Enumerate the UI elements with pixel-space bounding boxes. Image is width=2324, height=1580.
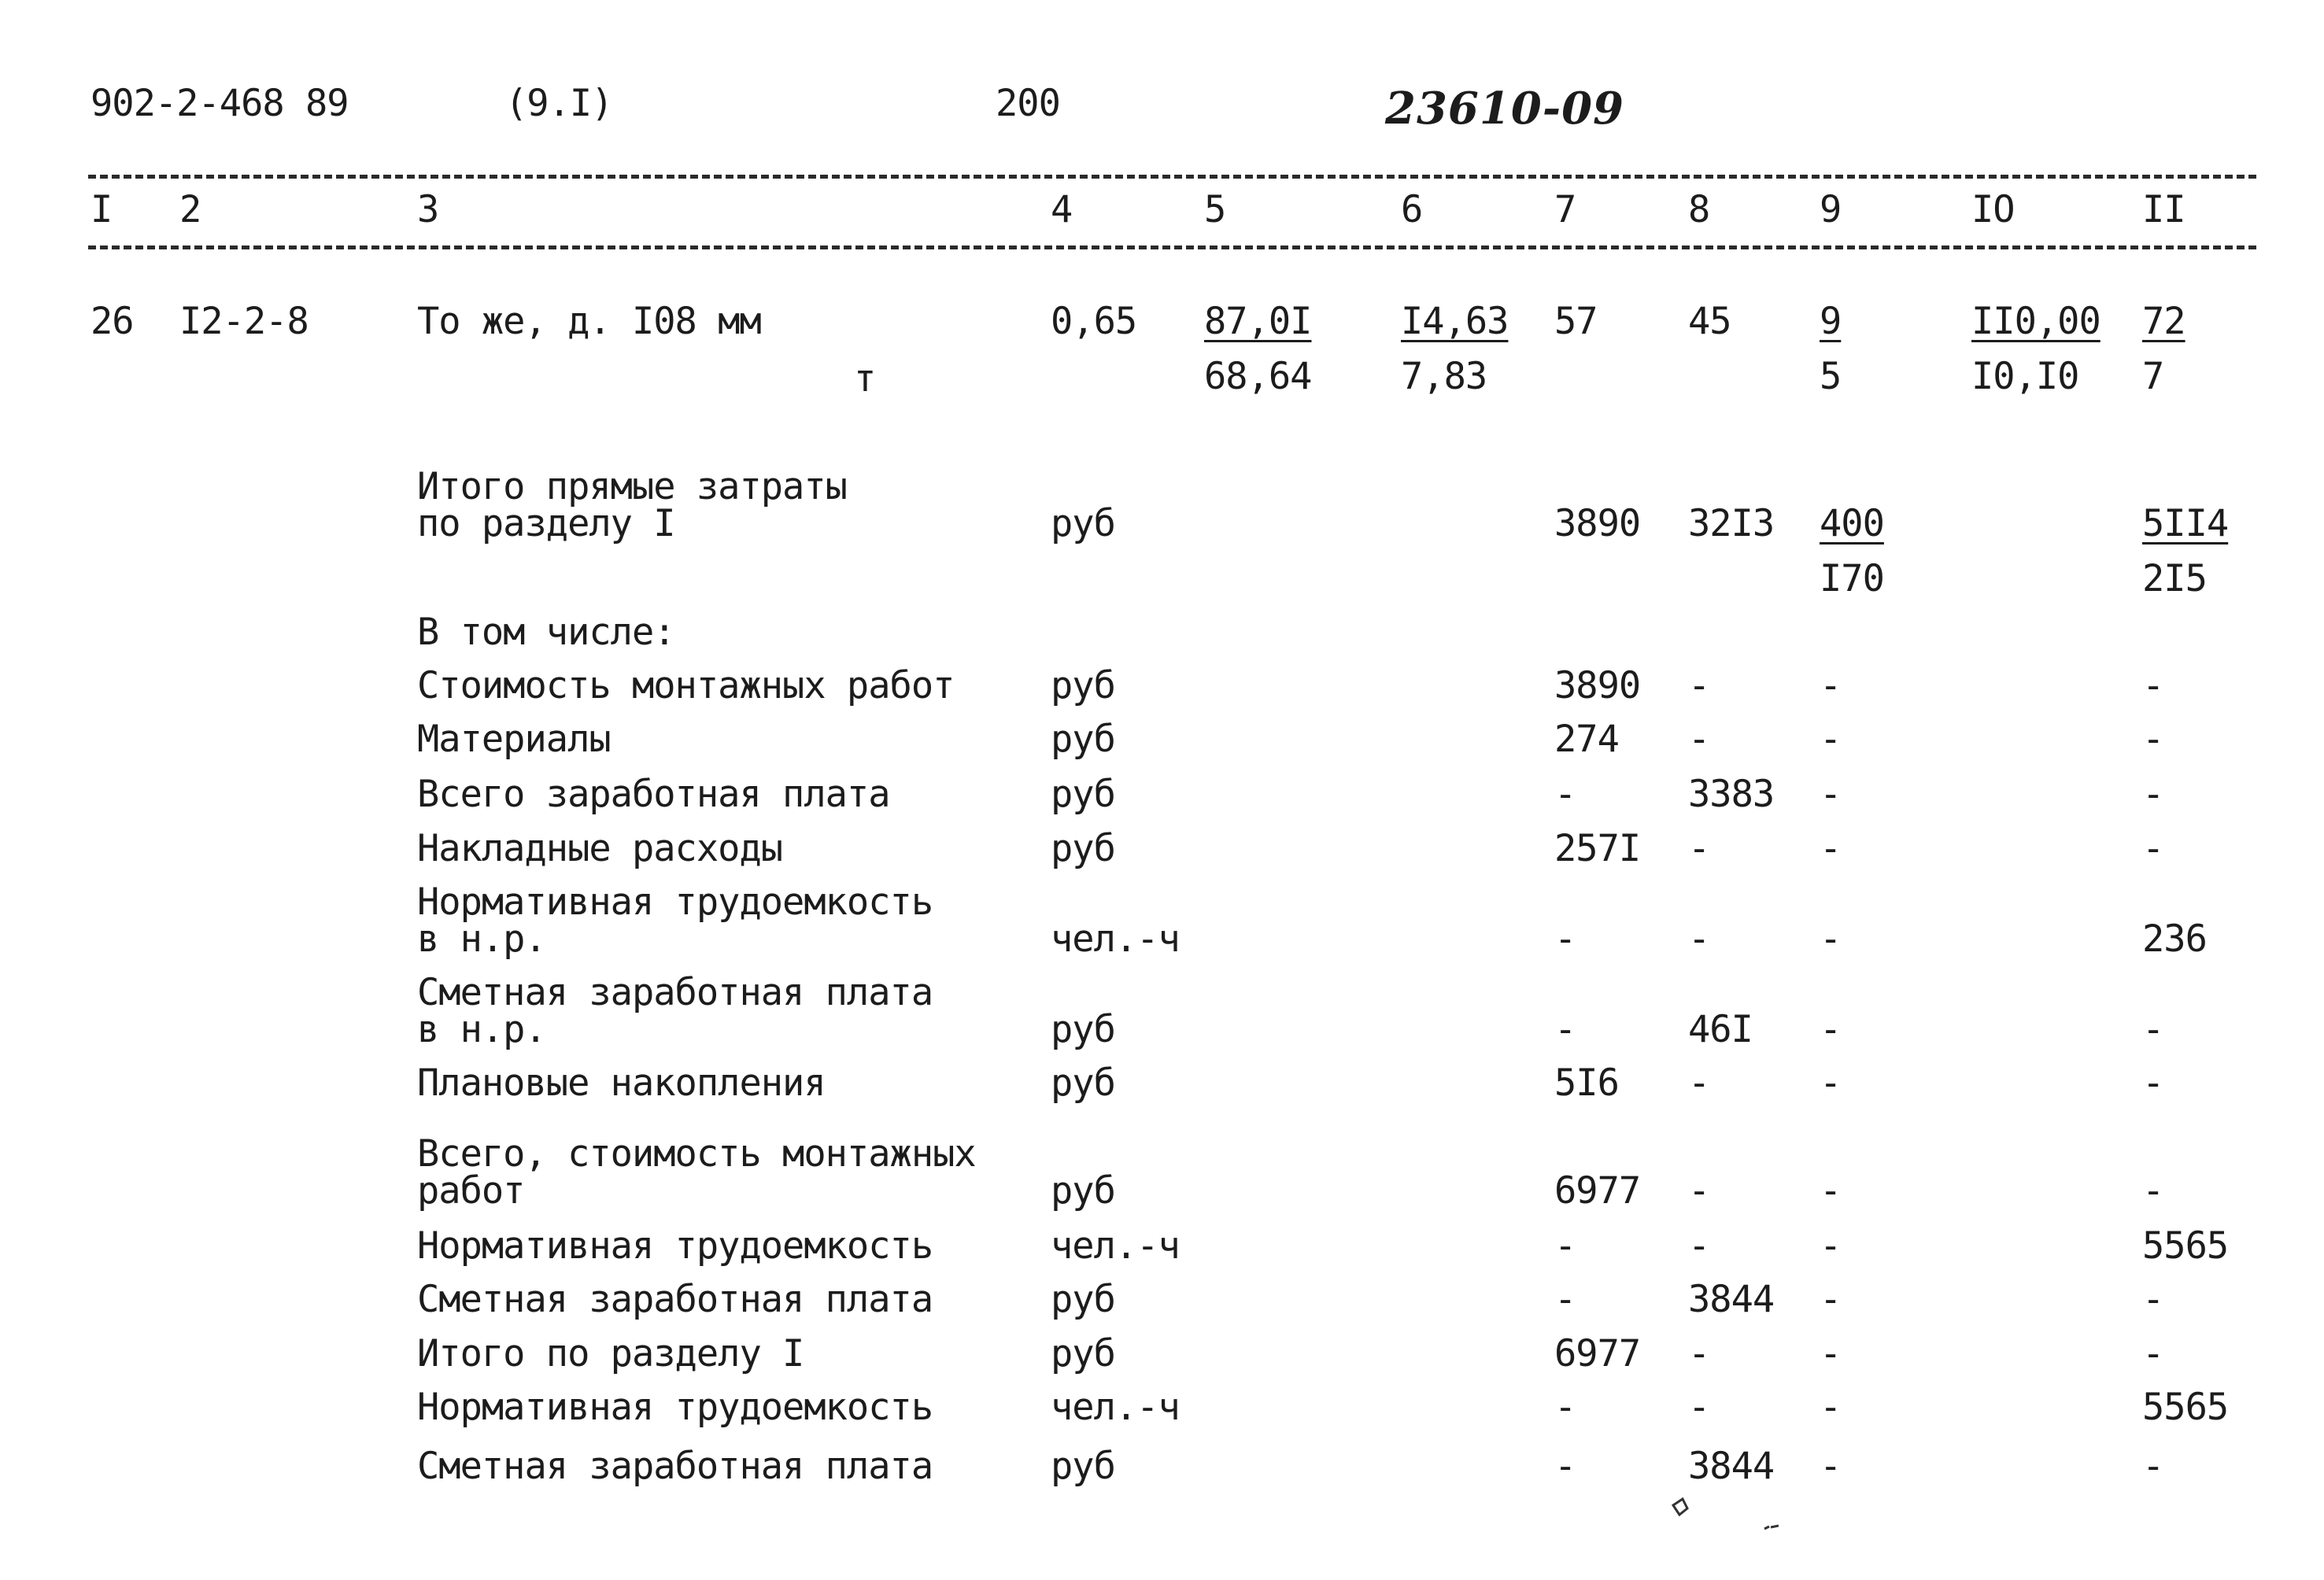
- row-col7: 3890: [1554, 664, 1641, 707]
- row-number: 26: [91, 300, 134, 343]
- row-col8: -: [1688, 1061, 1710, 1105]
- row-col9: -: [1820, 1061, 1842, 1105]
- row-label: Накладные расходы: [417, 827, 783, 870]
- total-machines: 9: [1820, 300, 1842, 343]
- row-col9: -: [1820, 917, 1842, 961]
- row-unit: руб: [1051, 718, 1115, 761]
- row-unit: чел.-ч: [1051, 917, 1180, 961]
- column-header: 7: [1554, 188, 1576, 231]
- row-col11: -: [2142, 1061, 2164, 1105]
- unit-cost-wages: 68,64: [1204, 355, 1312, 398]
- row-col9: -: [1820, 1445, 1842, 1488]
- item-unit: т: [854, 357, 876, 401]
- row-col8: -: [1688, 1332, 1710, 1375]
- row-unit: руб: [1051, 1008, 1115, 1051]
- row-label: Итого по разделу I: [417, 1332, 804, 1375]
- row-col8: 3844: [1688, 1445, 1775, 1488]
- total-label-line2: по разделу I: [417, 502, 675, 545]
- row-col7: -: [1554, 773, 1576, 816]
- row-col8: -: [1688, 827, 1710, 870]
- column-header: 4: [1051, 188, 1073, 231]
- unit-cost-total: 87,0I: [1204, 300, 1312, 343]
- row-col7: -: [1554, 1008, 1576, 1051]
- row-col8: 3383: [1688, 773, 1775, 816]
- labor-total: 72: [2142, 300, 2185, 343]
- row-col8: -: [1688, 1386, 1710, 1429]
- header-bottom-rule: [88, 245, 2256, 249]
- row-col11: -: [2142, 773, 2164, 816]
- column-header: II: [2142, 188, 2185, 231]
- column-header: 5: [1204, 188, 1226, 231]
- total-labor-machinists: 2I5: [2142, 557, 2207, 600]
- page-number: 200: [996, 82, 1060, 125]
- row-col9: -: [1820, 1278, 1842, 1321]
- document-number-stamp: 23610-09: [1385, 83, 1624, 135]
- column-header: 2: [179, 188, 201, 231]
- column-header: IO: [1971, 188, 2015, 231]
- row-col7: 274: [1554, 718, 1619, 761]
- row-col7: -: [1554, 1224, 1576, 1268]
- row-unit: руб: [1051, 827, 1115, 870]
- row-col11: -: [2142, 1169, 2164, 1213]
- item-name: То же, д. I08 мм: [417, 300, 761, 343]
- section-number: (9.I): [505, 82, 613, 125]
- column-header: 8: [1688, 188, 1710, 231]
- labor-unit-machinists: I0,I0: [1971, 355, 2079, 398]
- row-label-continued: работ: [417, 1169, 525, 1213]
- row-col11: -: [2142, 1278, 2164, 1321]
- row-col7: 257I: [1554, 827, 1641, 870]
- row-unit: руб: [1051, 1278, 1115, 1321]
- unit-cost-machine-wages: 7,83: [1401, 355, 1487, 398]
- row-col8: -: [1688, 917, 1710, 961]
- total-wages: 32I3: [1688, 502, 1775, 545]
- total-machine-wages: 5: [1820, 355, 1842, 398]
- total-label-line1: Итого прямые затраты: [417, 465, 847, 508]
- total-cost: 57: [1554, 300, 1598, 343]
- row-unit: чел.-ч: [1051, 1386, 1180, 1429]
- total-machine-wages: I70: [1820, 557, 1884, 600]
- including-label: В том числе:: [417, 611, 675, 654]
- row-col9: -: [1820, 1386, 1842, 1429]
- row-col7: 5I6: [1554, 1061, 1619, 1105]
- total-direct-cost: 3890: [1554, 502, 1641, 545]
- labor-total-machinists: 7: [2142, 355, 2164, 398]
- row-label-continued: в н.р.: [417, 917, 546, 961]
- row-unit: руб: [1051, 1445, 1115, 1488]
- pen-mark-icon: [1668, 1491, 1779, 1538]
- row-label: Нормативная трудоемкость: [417, 880, 933, 924]
- row-col8: -: [1688, 718, 1710, 761]
- row-label: Сметная заработная плата: [417, 1445, 933, 1488]
- row-col7: -: [1554, 1445, 1576, 1488]
- row-col9: -: [1820, 1332, 1842, 1375]
- column-header: I: [91, 188, 113, 231]
- row-col9: -: [1820, 827, 1842, 870]
- column-header: 3: [417, 188, 439, 231]
- item-code: I2-2-8: [179, 300, 309, 343]
- row-col9: -: [1820, 773, 1842, 816]
- row-label-continued: в н.р.: [417, 1008, 546, 1051]
- row-col7: -: [1554, 917, 1576, 961]
- row-col9: -: [1820, 718, 1842, 761]
- total-wages: 45: [1688, 300, 1731, 343]
- row-col8: -: [1688, 1169, 1710, 1213]
- row-label: Материалы: [417, 718, 611, 761]
- row-unit: чел.-ч: [1051, 1224, 1180, 1268]
- row-label: Стоимость монтажных работ: [417, 664, 955, 707]
- row-col7: -: [1554, 1278, 1576, 1321]
- row-unit: руб: [1051, 664, 1115, 707]
- row-label: Сметная заработная плата: [417, 971, 933, 1014]
- row-label: Сметная заработная плата: [417, 1278, 933, 1321]
- column-header: 9: [1820, 188, 1842, 231]
- row-unit: руб: [1051, 1061, 1115, 1105]
- row-col9: -: [1820, 664, 1842, 707]
- row-col8: -: [1688, 664, 1710, 707]
- document-code: 902-2-468 89: [91, 82, 349, 125]
- row-col9: -: [1820, 1169, 1842, 1213]
- total-unit: руб: [1051, 502, 1115, 545]
- row-col9: -: [1820, 1008, 1842, 1051]
- row-unit: руб: [1051, 773, 1115, 816]
- row-label: Всего заработная плата: [417, 773, 890, 816]
- row-col7: -: [1554, 1386, 1576, 1429]
- row-unit: руб: [1051, 1169, 1115, 1213]
- row-col7: 6977: [1554, 1332, 1641, 1375]
- row-col11: 236: [2142, 917, 2207, 961]
- row-col11: -: [2142, 1008, 2164, 1051]
- row-col7: 6977: [1554, 1169, 1641, 1213]
- row-col11: -: [2142, 718, 2164, 761]
- unit-cost-machines: I4,63: [1401, 300, 1509, 343]
- row-col9: -: [1820, 1224, 1842, 1268]
- row-col11: -: [2142, 1445, 2164, 1488]
- row-col8: 46I: [1688, 1008, 1753, 1051]
- row-col11: -: [2142, 827, 2164, 870]
- total-labor: 5II4: [2142, 502, 2229, 545]
- row-label: Всего, стоимость монтажных: [417, 1132, 976, 1176]
- item-quantity: 0,65: [1051, 300, 1137, 343]
- row-col11: 5565: [2142, 1224, 2229, 1268]
- row-col11: 5565: [2142, 1386, 2229, 1429]
- row-label: Плановые накопления: [417, 1061, 826, 1105]
- row-col8: -: [1688, 1224, 1710, 1268]
- header-top-rule: [88, 175, 2256, 179]
- row-label: Нормативная трудоемкость: [417, 1386, 933, 1429]
- row-unit: руб: [1051, 1332, 1115, 1375]
- row-col11: -: [2142, 1332, 2164, 1375]
- total-machines: 400: [1820, 502, 1884, 545]
- labor-unit: II0,00: [1971, 300, 2100, 343]
- row-label: Нормативная трудоемкость: [417, 1224, 933, 1268]
- row-col11: -: [2142, 664, 2164, 707]
- row-col8: 3844: [1688, 1278, 1775, 1321]
- column-header: 6: [1401, 188, 1423, 231]
